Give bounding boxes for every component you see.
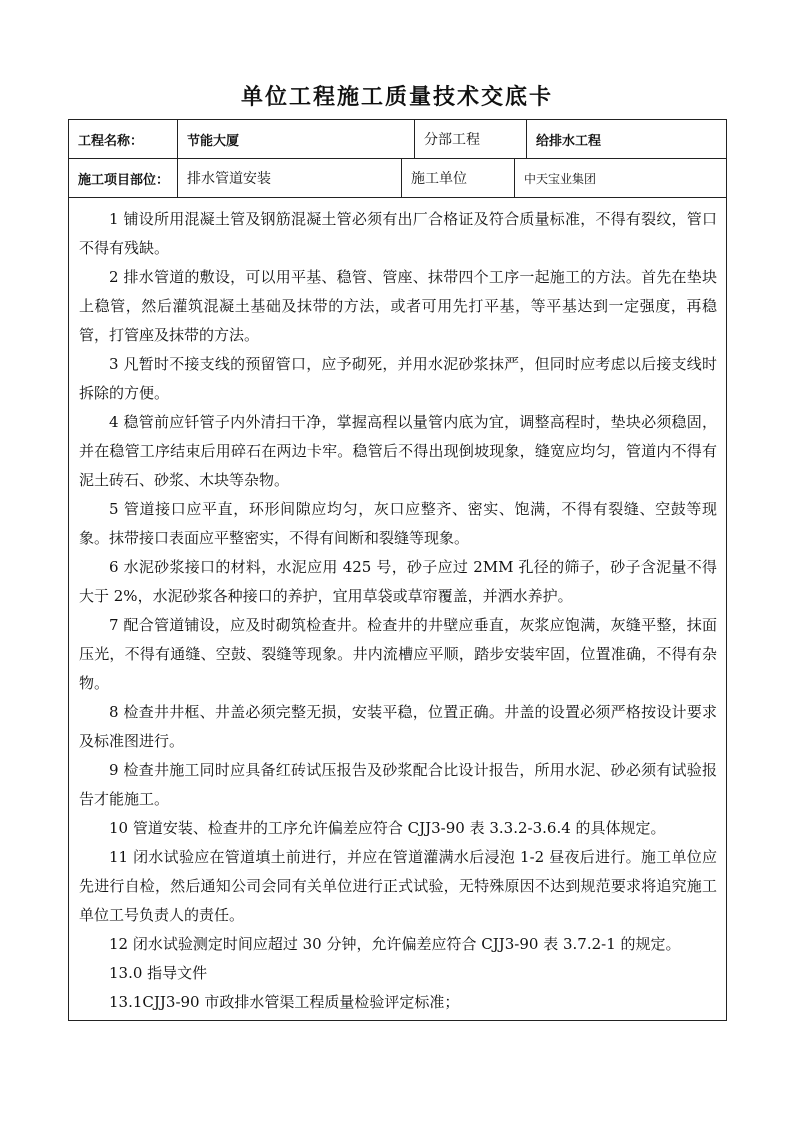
header-row-location xyxy=(69,159,726,198)
paragraph: 13.0 指导文件 xyxy=(109,964,208,982)
paragraph: 3 凡暂时不接支线的预留管口，应予砌死，并用水泥砂浆抹严，但同时应考虑以后接支线时拆除的方便。 xyxy=(79,355,717,402)
paragraph: 1 铺设所用混凝土管及钢筋混凝土管必须有出厂合格证及符合质量标准，不得有裂纹，管口不得有残缺。 xyxy=(79,210,717,257)
project-name-value: 节能大厦 xyxy=(177,120,414,158)
construction-location-value: 排水管道安装 xyxy=(177,159,401,197)
header-row-project xyxy=(69,120,726,159)
paragraph: 6 水泥砂浆接口的材料，水泥应用 425 号，砂子应过 2MM 孔径的筛子，砂子含泥量不得大于 2%，水泥砂浆各种接口的养护，宜用草袋或草帘覆盖，并洒水养护。 xyxy=(79,558,717,605)
paragraph: 13.1CJJ3-90 市政排水管渠工程质量检验评定标准； xyxy=(109,993,460,1011)
paragraph: 12 闭水试验测定时间应超过 30 分钟，允许偏差应符合 CJJ3-90 表 3.7.2-1 的规定。 xyxy=(109,935,681,953)
paragraph: 8 检查井井框、井盖必须完整无损，安装平稳，位置正确。井盖的设置必须严格按设计要求及标准图进行。 xyxy=(79,703,717,750)
construction-unit-label: 施工单位 xyxy=(401,159,514,197)
paragraph: 10 管道安装、检查井的工序允许偏差应符合 CJJ3-90 表 3.3.2-3.6.4 的具体规定。 xyxy=(109,819,666,837)
division-label: 分部工程 xyxy=(414,120,526,158)
paragraph: 7 配合管道铺设，应及时砌筑检查井。检查井的井壁应垂直，灰浆应饱满，灰缝平整，抹面压光，不得有通缝、空鼓、裂缝等现象。井内流槽应平顺，踏步安装牢固，位置准确，不得有杂物。 xyxy=(79,616,717,692)
paragraph: 2 排水管道的敷设，可以用平基、稳管、管座、抹带四个工序一起施工的方法。首先在垫块上稳管，然后灌筑混凝土基础及抹带的方法，或者可用先打平基，等平基达到一定强度，再稳管，打管座及抹带的方法。 xyxy=(79,268,717,344)
paragraph: 4 稳管前应钎管子内外清扫干净，掌握高程以量管内底为宜，调整高程时，垫块必须稳固，并在稳管工序结束后用碎石在两边卡牢。稳管后不得出现倒坡现象，缝宽应均匀，管道内不得有泥土砖石、砂浆、木块等杂物。 xyxy=(79,413,717,489)
division-value: 给排水工程 xyxy=(526,120,725,158)
paragraph: 9 检查井施工同时应具备红砖试压报告及砂浆配合比设计报告，所用水泥、砂必须有试验报告才能施工。 xyxy=(79,761,717,808)
paragraph: 5 管道接口应平直，环形间隙应均匀，灰口应整齐、密实、饱满，不得有裂缝、空鼓等现象。抹带接口表面应平整密实，不得有间断和裂缝等现象。 xyxy=(79,500,717,547)
construction-location-label: 施工项目部位： xyxy=(78,172,170,188)
project-name-label: 工程名称： xyxy=(78,133,144,149)
paragraph: 11 闭水试验应在管道填土前进行，并应在管道灌满水后浸泡 1-2 昼夜后进行。施工单位应先进行自检，然后通知公司会同有关单位进行正式试验，无特殊原因不达到规范要求将追究施工单位工号负责人的责任。 xyxy=(79,848,717,924)
disclosure-card xyxy=(68,119,727,1021)
construction-unit-value: 中天宝业集团 xyxy=(514,159,725,197)
disclosure-content xyxy=(69,198,726,1017)
page-title: 单位工程施工质量技术交底卡 xyxy=(240,84,553,110)
